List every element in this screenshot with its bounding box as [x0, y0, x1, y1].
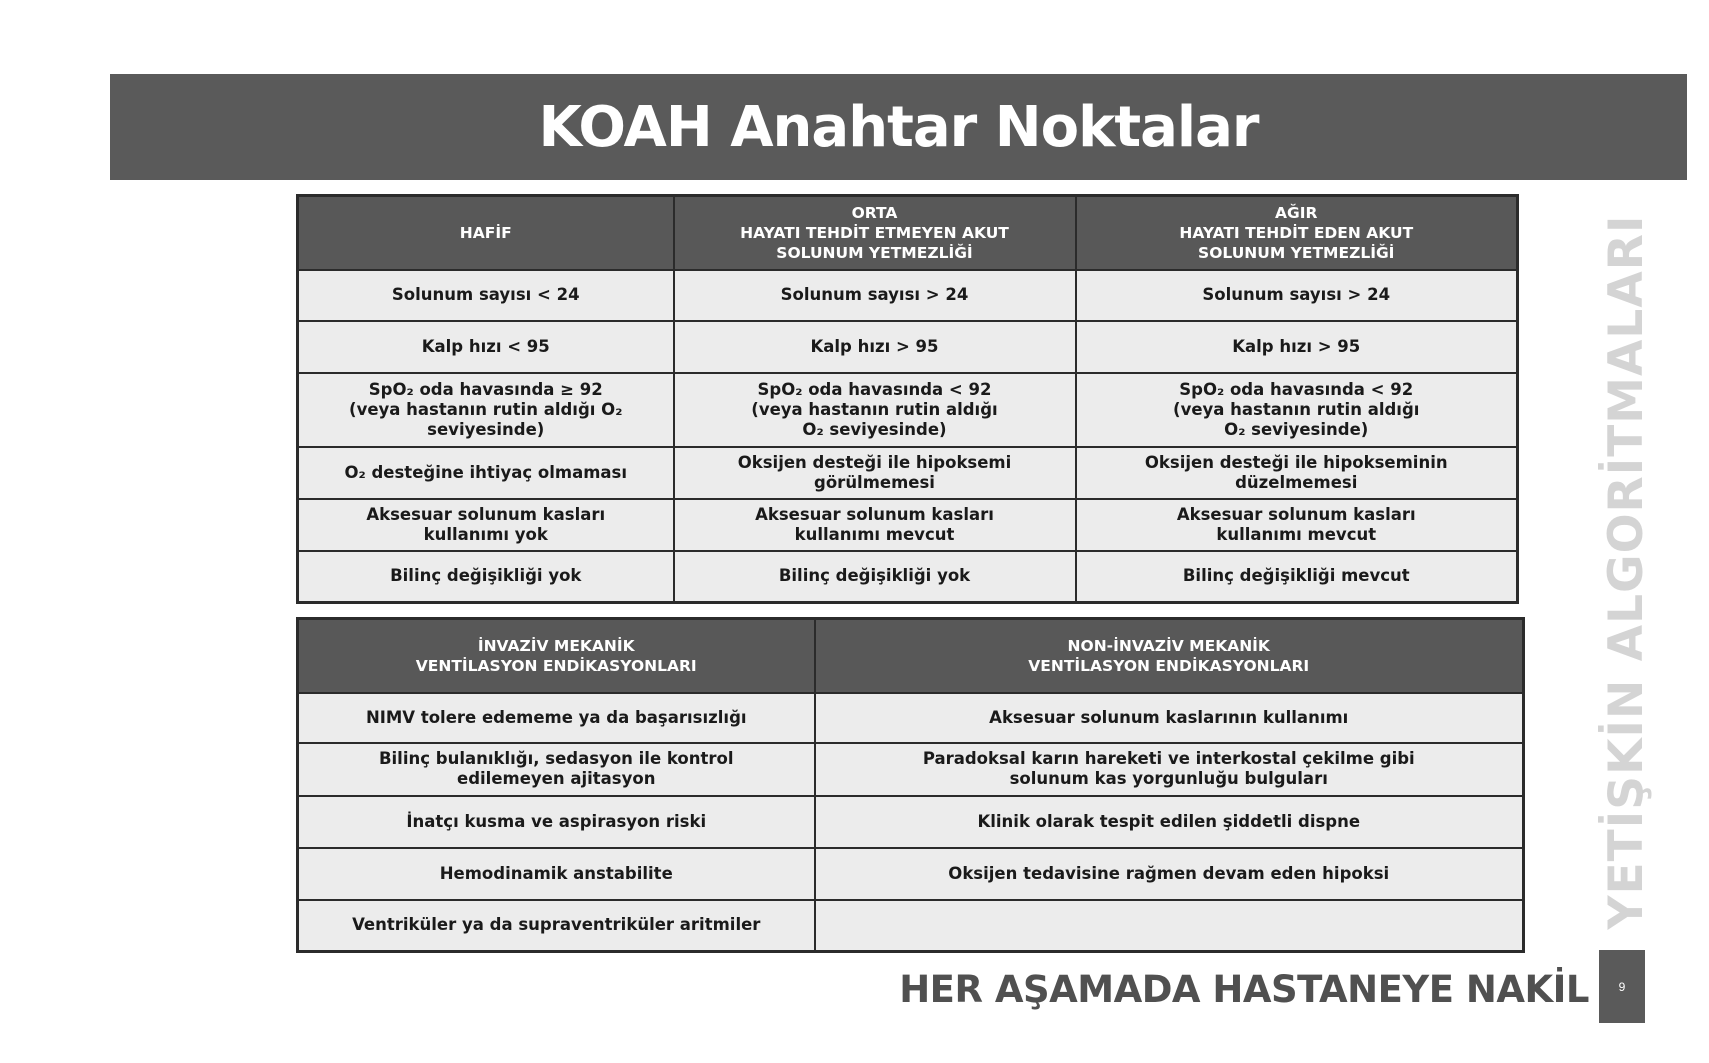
cell-text-line: Bilinç bulanıklığı, sedasyon ile kontrol: [378, 749, 734, 768]
ventilation-body: [298, 693, 1524, 952]
cell-text-line: Kalp hızı > 95: [810, 336, 939, 356]
page-number: 9: [1618, 979, 1626, 994]
ventilation-header-row: [298, 619, 1524, 693]
table-cell: [298, 270, 674, 321]
table-cell: [298, 321, 674, 373]
cell-text-line: HAFİF: [459, 223, 512, 242]
table-cell: [1076, 321, 1518, 373]
table-cell: [674, 499, 1076, 551]
cell-text-line: Oksijen tedavisine rağmen devam eden hipoksi: [948, 863, 1390, 883]
cell-text-line: Solunum sayısı > 24: [1202, 285, 1391, 304]
cell-text-line: Aksesuar solunum kaslarının kullanımı: [989, 707, 1349, 727]
table-cell: [1076, 373, 1518, 447]
table-cell: [298, 551, 674, 603]
table-row: [298, 270, 1518, 321]
table-cell: [815, 693, 1524, 743]
table-cell: [815, 900, 1524, 952]
cell-text-line: VENTİLASYON ENDİKASYONLARI: [1028, 656, 1310, 675]
cell-text-line: Solunum sayısı < 24: [391, 285, 580, 304]
cell-text-line: Bilinç değişikliği yok: [390, 566, 582, 586]
cell-text-line: Aksesuar solunum kasları: [1176, 504, 1416, 524]
table-row: [298, 373, 1518, 447]
cell-text-line: görülmemesi: [814, 472, 935, 492]
cell-text-line: kullanımı mevcut: [794, 524, 955, 544]
table-cell: [298, 447, 674, 499]
cell-text-line: Klinik olarak tespit edilen şiddetli dispne: [977, 811, 1361, 831]
table-row: [298, 900, 1524, 952]
table-cell: [298, 848, 815, 900]
table-row: [298, 693, 1524, 743]
cell-text-line: Hemodinamik anstabilite: [439, 863, 673, 883]
page-number-box: [1599, 950, 1645, 1023]
cell-text-line: SOLUNUM YETMEZLİĞİ: [776, 243, 973, 262]
table-row: [298, 551, 1518, 603]
cell-text-line: Solunum sayısı > 24: [780, 285, 969, 304]
cell-text-line: VENTİLASYON ENDİKASYONLARI: [415, 656, 697, 675]
ventilation-table: [296, 617, 1525, 953]
severity-header-row: [298, 196, 1518, 270]
cell-text-line: AĞIR: [1275, 203, 1318, 222]
cell-text-line: Oksijen desteği ile hipokseminin: [1144, 452, 1448, 472]
cell-text-line: Aksesuar solunum kasları: [755, 504, 994, 524]
table-cell: [1076, 270, 1518, 321]
title-banner: [110, 74, 1687, 180]
cell-text-line: kullanımı yok: [423, 524, 548, 544]
table-cell: [1076, 447, 1518, 499]
severity-body: [298, 270, 1518, 603]
table-row: [298, 743, 1524, 796]
column-header: [674, 196, 1076, 270]
table-cell: [1076, 499, 1518, 551]
table-cell: [674, 270, 1076, 321]
table-cell: [815, 848, 1524, 900]
cell-text-line: İNVAZİV MEKANİK: [477, 636, 635, 655]
cell-text-line: Kalp hızı > 95: [1232, 336, 1361, 356]
footer-banner-text: HER AŞAMADA HASTANEYE NAKİL: [899, 968, 1589, 1011]
page-title: KOAH Anahtar Noktalar: [538, 94, 1259, 160]
cell-text-line: İnatçı kusma ve aspirasyon riski: [406, 811, 707, 831]
table-cell: [298, 796, 815, 848]
table-cell: [298, 693, 815, 743]
severity-table: [296, 194, 1519, 604]
table-row: [298, 321, 1518, 373]
cell-text-line: SpO₂ oda havasında < 92: [757, 379, 992, 399]
cell-text-line: ORTA: [851, 203, 898, 222]
cell-text-line: edilemeyen ajitasyon: [457, 769, 656, 788]
cell-text-line: seviyesinde): [427, 419, 545, 439]
cell-text-line: Aksesuar solunum kasları: [366, 504, 606, 524]
table-cell: [674, 447, 1076, 499]
cell-text-line: (veya hastanın rutin aldığı: [751, 399, 998, 419]
cell-text-line: SOLUNUM YETMEZLİĞİ: [1198, 243, 1395, 262]
cell-text-line: Kalp hızı < 95: [421, 336, 550, 356]
table-cell: [815, 743, 1524, 796]
cell-text-line: O₂ desteğine ihtiyaç olmaması: [344, 462, 628, 482]
table-row: [298, 848, 1524, 900]
table-cell: [298, 373, 674, 447]
table-cell: [674, 321, 1076, 373]
table-cell: [674, 551, 1076, 603]
cell-text-line: (veya hastanın rutin aldığı O₂: [349, 399, 623, 419]
table-cell: [298, 900, 815, 952]
table-cell: [815, 796, 1524, 848]
table-row: [298, 447, 1518, 499]
table-row: [298, 796, 1524, 848]
cell-text-line: HAYATI TEHDİT EDEN AKUT: [1179, 223, 1414, 242]
table-cell: [298, 499, 674, 551]
column-header: [815, 619, 1524, 693]
table-row: [298, 499, 1518, 551]
cell-text-line: HAYATI TEHDİT ETMEYEN AKUT: [740, 223, 1009, 242]
cell-text-line: Ventriküler ya da supraventriküler aritmiler: [352, 915, 761, 935]
cell-text-line: NON-İNVAZİV MEKANİK: [1067, 636, 1270, 655]
cell-text-line: SpO₂ oda havasında < 92: [1179, 379, 1414, 399]
column-header: [298, 619, 815, 693]
column-header: [1076, 196, 1518, 270]
column-header: [298, 196, 674, 270]
cell-text-line: solunum kas yorgunluğu bulguları: [1009, 769, 1328, 788]
cell-text-line: Oksijen desteği ile hipoksemi: [737, 452, 1012, 472]
cell-text-line: kullanımı mevcut: [1216, 524, 1377, 544]
cell-text-line: SpO₂ oda havasında ≥ 92: [368, 379, 603, 399]
cell-text-line: Bilinç değişikliği mevcut: [1182, 566, 1410, 586]
cell-text-line: O₂ seviyesinde): [802, 419, 947, 439]
cell-text-line: (veya hastanın rutin aldığı: [1173, 399, 1420, 419]
side-section-label: YETİŞKİN ALGORİTMALARI: [1598, 214, 1654, 930]
table-cell: [674, 373, 1076, 447]
cell-text-line: Paradoksal karın hareketi ve interkostal çekilme gibi: [922, 749, 1415, 768]
cell-text-line: düzelmemesi: [1235, 472, 1358, 492]
table-cell: [1076, 551, 1518, 603]
cell-text-line: NIMV tolere edememe ya da başarısızlığı: [365, 707, 747, 727]
cell-text-line: O₂ seviyesinde): [1224, 419, 1369, 439]
table-cell: [298, 743, 815, 796]
cell-text-line: Bilinç değişikliği yok: [778, 566, 971, 586]
